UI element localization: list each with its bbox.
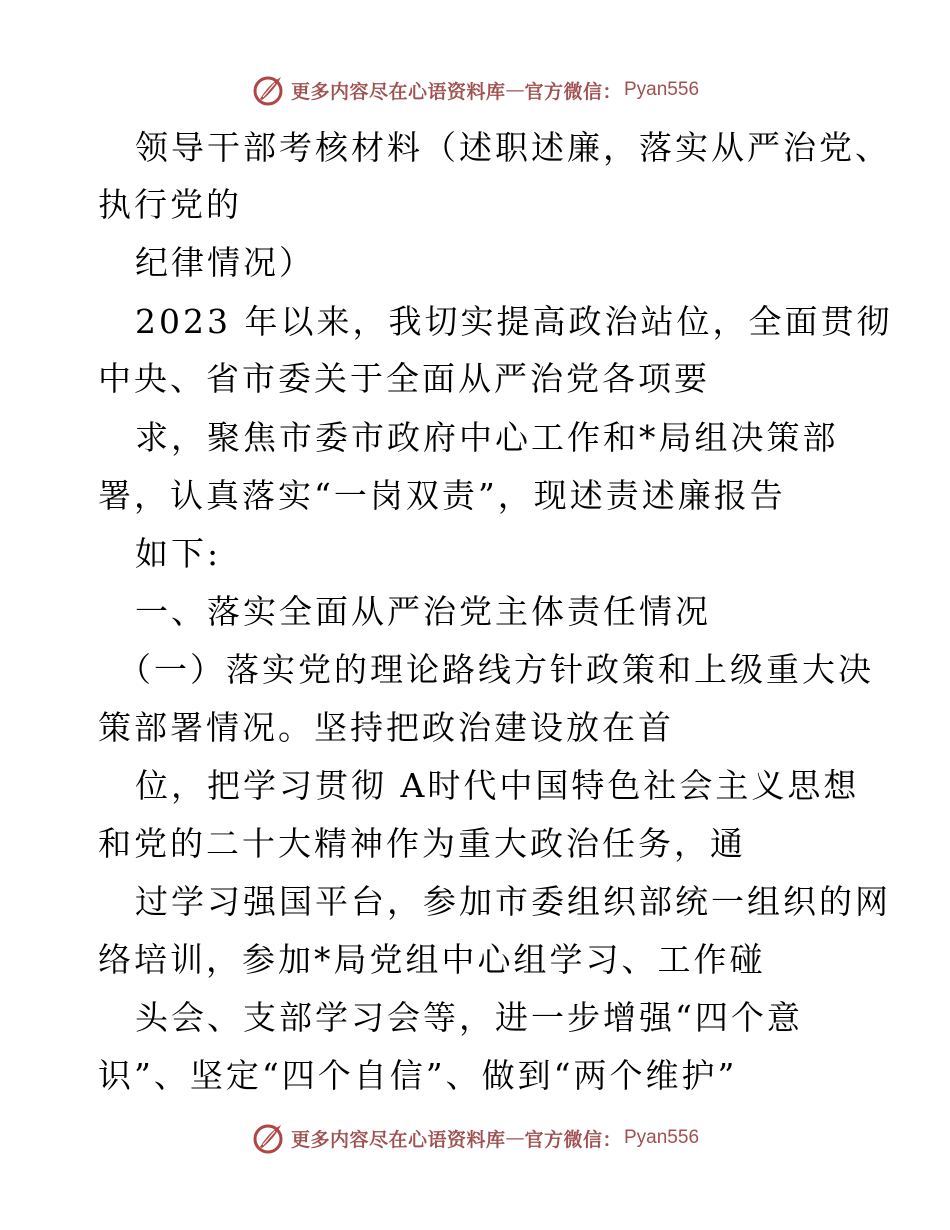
text-line: 执行党的 — [98, 185, 242, 224]
text-line: 络培训，参加*局党组中心组学习、工作碰 — [98, 940, 766, 979]
watermark-separator: — — [505, 1127, 525, 1149]
text-line: 纪律情况） — [135, 243, 315, 282]
text-line: 如下: — [135, 534, 222, 573]
text-line: 过学习强国平台，参加市委组织部统一组织的网 — [135, 882, 891, 921]
watermark-text: 更多内容尽在心语资料库 — [290, 1128, 506, 1151]
text-line: 求，聚焦市委市政府中心工作和*局组决策部 — [135, 418, 839, 457]
watermark-header — [0, 70, 950, 110]
text-line: 识”、坚定“四个自信”、做到“两个维护” — [98, 1056, 738, 1095]
section-heading: 一、落实全面从严治党主体责任情况 — [135, 592, 711, 631]
text-line: 领导干部考核材料（述职述廉，落实从严治党、 — [135, 128, 891, 167]
text-line: 中央、省市委关于全面从严治党各项要 — [98, 359, 710, 398]
text-line: 和党的二十大精神作为重大政治任务，通 — [98, 824, 746, 863]
watermark-label: 官方微信： — [524, 80, 622, 103]
feather-pen-logo-icon — [251, 1121, 285, 1155]
watermark-label: 官方微信： — [524, 1128, 622, 1151]
watermark-id: Pyan556 — [624, 79, 700, 100]
text-line: 2023 年以来，我切实提高政治站位，全面贯彻 — [135, 302, 893, 341]
text-line: 策部署情况。坚持把政治建设放在首 — [98, 708, 674, 747]
watermark-footer — [0, 1118, 950, 1158]
watermark-text: 更多内容尽在心语资料库 — [290, 80, 506, 103]
text-line: 位，把学习贯彻 A时代中国特色社会主义思想 — [135, 766, 860, 805]
text-line: 署，认真落实“一岗双责”，现述责述廉报告 — [98, 476, 786, 515]
watermark-separator: — — [505, 79, 525, 101]
watermark-id: Pyan556 — [624, 1127, 700, 1148]
text-line: 头会、支部学习会等，进一步增强“四个意 — [135, 998, 803, 1037]
text-line: （一）落实党的理论路线方针政策和上级重大决 — [118, 650, 874, 689]
feather-pen-logo-icon — [251, 73, 285, 107]
